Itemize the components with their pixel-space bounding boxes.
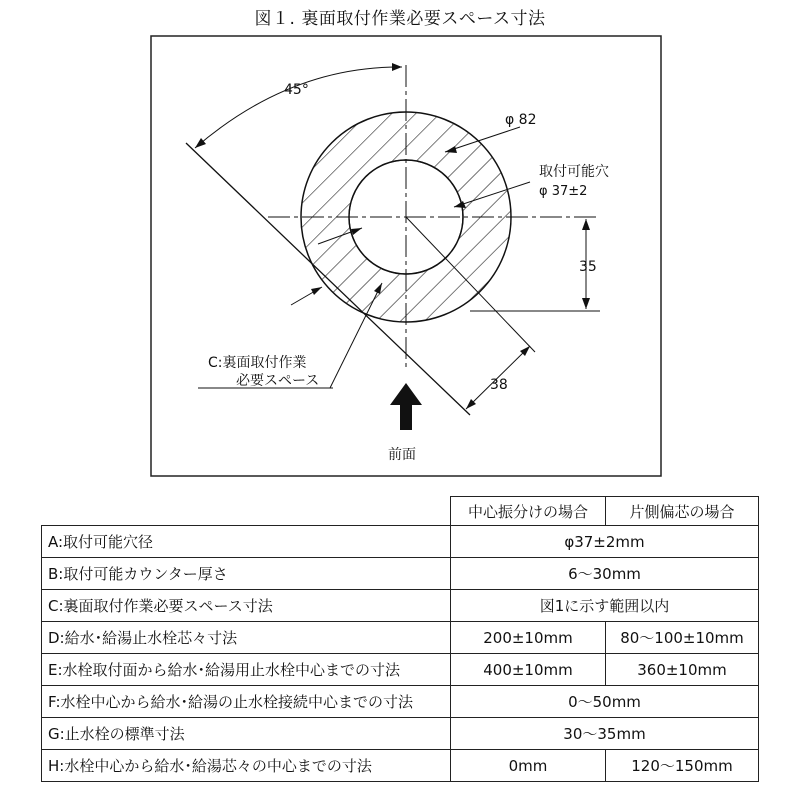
dimension-35-label: 35 [579, 259, 597, 275]
figure-title: 図１. 裏面取付作業必要スペース寸法 [254, 9, 546, 29]
row-label: F:水栓中心から給水･給湯の止水栓接続中心までの寸法 [42, 686, 451, 718]
row-label: E:水栓取付面から給水･給湯用止水栓中心までの寸法 [42, 654, 451, 686]
row-value-center: 200±10mm [451, 622, 606, 654]
hole-label-line1: 取付可能穴 [539, 164, 609, 180]
dimension-38-label: 38 [490, 377, 508, 393]
row-label: A:取付可能穴径 [42, 526, 451, 558]
header-one-side-offset: 片側偏芯の場合 [606, 497, 759, 526]
row-label: H:水栓中心から給水･給湯芯々の中心までの寸法 [42, 750, 451, 782]
row-label: G:止水栓の標準寸法 [42, 718, 451, 750]
row-value: 30〜35mm [451, 718, 759, 750]
outer-diameter-label: φ 82 [505, 112, 537, 128]
dimension-35-arrow [582, 219, 590, 230]
row-label: D:給水･給湯止水栓芯々寸法 [42, 622, 451, 654]
dimension-35-arrow [582, 298, 590, 309]
front-label: 前面 [388, 447, 416, 463]
table-row [42, 526, 759, 558]
table-header-row [42, 497, 759, 526]
row-value-offset: 360±10mm [606, 654, 759, 686]
front-direction-arrow [390, 383, 422, 430]
row-value: 0〜50mm [451, 686, 759, 718]
table-row [42, 750, 759, 782]
header-blank-cell [42, 497, 451, 526]
leader-arrow [311, 287, 322, 295]
angle-arc-arrow [195, 138, 206, 148]
row-label: B:取付可能カウンター厚さ [42, 558, 451, 590]
table-row [42, 558, 759, 590]
c-label-line1: C:裏面取付作業 [208, 355, 307, 371]
table-row [42, 622, 759, 654]
row-value-offset: 80〜100±10mm [606, 622, 759, 654]
table-row [42, 718, 759, 750]
angle-arc-arrow [392, 63, 402, 71]
angle-label: 45° [284, 82, 309, 98]
table-row [42, 590, 759, 622]
leader-arrow [351, 228, 362, 235]
spec-table [41, 496, 759, 782]
table-row [42, 654, 759, 686]
row-value-offset: 120〜150mm [606, 750, 759, 782]
row-value-center: 0mm [451, 750, 606, 782]
table-row [42, 686, 759, 718]
row-value: 図1に示す範囲以内 [451, 590, 759, 622]
row-value-center: 400±10mm [451, 654, 606, 686]
row-label: C:裏面取付作業必要スペース寸法 [42, 590, 451, 622]
row-value: 6〜30mm [451, 558, 759, 590]
hole-label-line2: φ 37±2 [539, 184, 588, 199]
row-value: φ37±2mm [451, 526, 759, 558]
header-center-split: 中心振分けの場合 [451, 497, 606, 526]
c-label-line2: 必要スペース [236, 373, 320, 389]
